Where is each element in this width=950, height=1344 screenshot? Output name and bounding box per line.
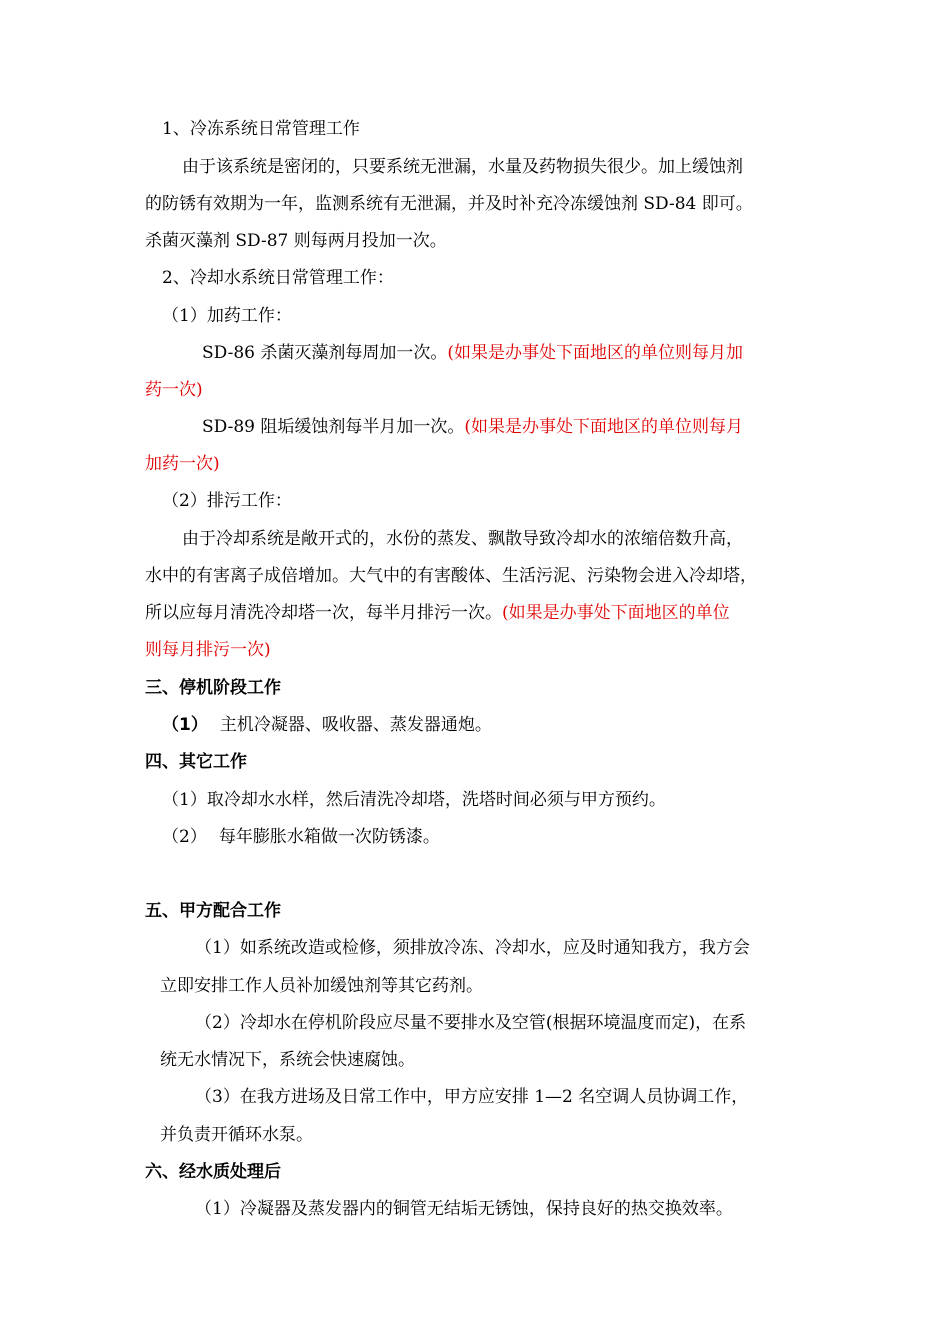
sd86-text: SD-86 杀菌灭藻剂每周加一次。 [202,343,448,363]
blowdown-paragraph-line: 水中的有害离子成倍增加。大气中的有害酸体、生活污泥、污染物会进入冷却塔， [145,566,757,586]
sd89-text: SD-89 阻垢缓蚀剂每半月加一次。 [202,417,465,437]
heading-client-cooperation: 五、甲方配合工作 [145,901,281,921]
sd86-red-note-continued: 药一次) [145,380,203,400]
section-1-paragraph-line: 由于该系统是密闭的，只要系统无泄漏，水量及药物损失很少。加上缓蚀剂 [182,157,743,177]
cooperation-item-line: 统无水情况下，系统会快速腐蚀。 [160,1050,415,1070]
cooperation-item-line: 立即安排工作人员补加缓蚀剂等其它药剂。 [160,976,483,996]
heading-after-treatment: 六、经水质处理后 [145,1162,281,1182]
cooperation-item-line: （1）如系统改造或检修，须排放冷冻、冷却水，应及时通知我方，我方会 [195,938,750,958]
blowdown-text: 所以应每月清洗冷却塔一次，每半月排污一次。 [145,603,502,623]
blowdown-paragraph-line [145,602,730,624]
section-1-paragraph-line: 的防锈有效期为一年，监测系统有无泄漏，并及时补充冷冻缓蚀剂 SD-84 即可。 [145,194,753,214]
sd86-instruction [202,342,743,364]
cooperation-item-line: （3）在我方进场及日常工作中，甲方应安排 1—2 名空调人员协调工作， [195,1087,749,1107]
sd89-red-note: (如果是办事处下面地区的单位则每月 [464,417,744,437]
section-1-title: 1、冷冻系统日常管理工作 [162,119,360,139]
heading-other-work: 四、其它工作 [145,752,247,772]
shutdown-item-text: 主机冷凝器、吸收器、蒸发器通炮。 [219,715,492,735]
after-treatment-item: （1）冷凝器及蒸发器内的铜管无结垢无锈蚀，保持良好的热交换效率。 [195,1199,733,1219]
shutdown-item-number: （1） [162,715,208,735]
heading-shutdown: 三、停机阶段工作 [145,678,281,698]
other-work-item-text: 每年膨胀水箱做一次防锈漆。 [218,827,440,847]
subsection-dosing-title: （1）加药工作： [162,306,292,326]
section-2-title: 2、冷却水系统日常管理工作： [162,268,394,288]
cooperation-item-line: （2）冷却水在停机阶段应尽量不要排水及空管(根据环境温度而定)，在系 [195,1013,747,1033]
other-work-item [162,826,440,848]
blowdown-paragraph-line: 由于冷却系统是敞开式的，水份的蒸发、飘散导致冷却水的浓缩倍数升高， [182,529,743,549]
other-work-item: （1）取冷却水水样，然后清洗冷却塔，洗塔时间必须与甲方预约。 [162,790,666,810]
section-1-paragraph-line: 杀菌灭藻剂 SD-87 则每两月投加一次。 [145,231,447,251]
cooperation-item-line: 并负责开循环水泵。 [160,1125,313,1145]
blowdown-red-note: (如果是办事处下面地区的单位 [502,603,730,623]
other-work-item-number: （2） [162,827,207,847]
sd89-instruction [202,416,743,438]
sd89-red-note-continued: 加药一次) [145,454,220,474]
shutdown-item [162,714,492,736]
subsection-blowdown-title: （2）排污工作： [162,491,292,511]
blowdown-red-note-continued: 则每月排污一次) [145,640,271,660]
sd86-red-note: (如果是办事处下面地区的单位则每月加 [447,343,744,363]
